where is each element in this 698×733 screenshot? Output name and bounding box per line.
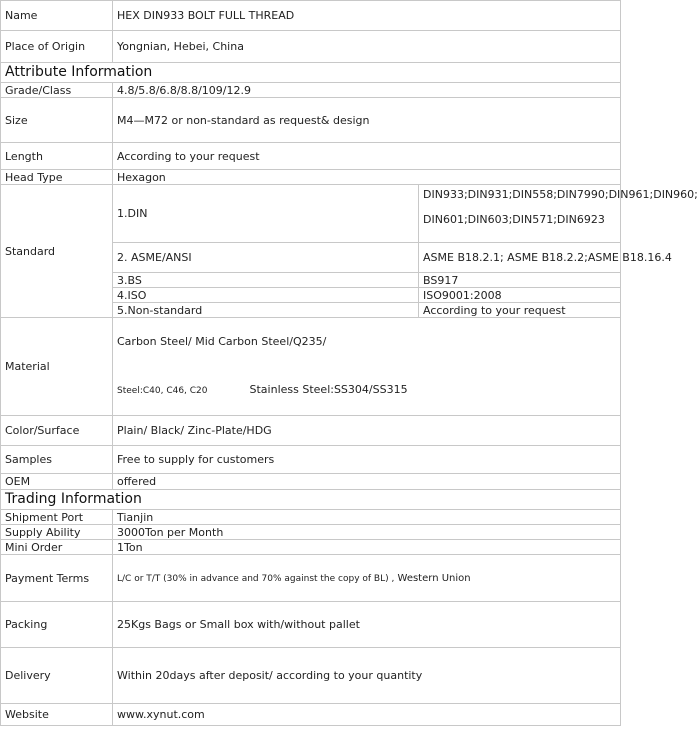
standard-iso-name: 4.ISO [113, 288, 419, 303]
material-line1: Carbon Steel/ Mid Carbon Steel/Q235/ [117, 335, 327, 348]
color-value: Plain/ Black/ Zinc-Plate/HDG [113, 416, 621, 446]
standard-non-standard-name: 5.Non-standard [113, 303, 419, 318]
steel-value: C40, C46, C20 [142, 386, 208, 396]
delivery-label: Delivery [1, 648, 113, 704]
trading-section-title: Trading Information [1, 490, 621, 510]
shipment-port-value: Tianjin [113, 510, 621, 525]
shipment-port-label: Shipment Port [1, 510, 113, 525]
row-packing [1, 602, 621, 648]
grade-label: Grade/Class [1, 83, 113, 98]
steel-label: Steel: [117, 386, 143, 396]
length-value: According to your request [113, 143, 621, 170]
name-value: HEX DIN933 BOLT FULL THREAD [113, 1, 621, 31]
packing-value: 25Kgs Bags or Small box with/without pallet [113, 602, 621, 648]
row-delivery [1, 648, 621, 704]
origin-value: Yongnian, Hebei, China [113, 31, 621, 63]
row-oem [1, 474, 621, 490]
mini-order-label: Mini Order [1, 540, 113, 555]
standard-din-values-line2: DIN601;DIN603;DIN571;DIN6923 [423, 213, 605, 226]
oem-value: offered [113, 474, 621, 490]
row-mini-order [1, 540, 621, 555]
website-value: www.xynut.com [113, 704, 621, 726]
samples-value: Free to supply for customers [113, 446, 621, 474]
name-label: Name [1, 1, 113, 31]
row-size [1, 98, 621, 143]
samples-label: Samples [1, 446, 113, 474]
row-color [1, 416, 621, 446]
payment-terms-text: L/C or T/T (30% in advance and 70% against the copy of BL) , [117, 573, 395, 584]
standard-asme-name: 2. ASME/ANSI [113, 243, 419, 273]
row-origin [1, 31, 621, 63]
payment-terms-value [113, 555, 621, 602]
standard-bs-values: BS917 [419, 273, 621, 288]
length-label: Length [1, 143, 113, 170]
payment-terms-western-union: Western Union [394, 572, 471, 584]
material-line2 [117, 383, 616, 398]
standard-din-values [419, 185, 698, 243]
size-value: M4—M72 or non-standard as request& design [113, 98, 621, 143]
attribute-section-title: Attribute Information [1, 63, 621, 83]
standard-iso-values: ISO9001:2008 [419, 288, 621, 303]
row-name [1, 1, 621, 31]
packing-label: Packing [1, 602, 113, 648]
row-shipment-port [1, 510, 621, 525]
standard-label: Standard [1, 185, 113, 318]
standard-asme-values: ASME B18.2.1; ASME B18.2.2;ASME B18.16.4 [419, 243, 621, 273]
row-supply-ability [1, 525, 621, 540]
row-length [1, 143, 621, 170]
oem-label: OEM [1, 474, 113, 490]
stainless-steel: Stainless Steel:SS304/SS315 [249, 383, 408, 396]
standard-din-name: 1.DIN [113, 185, 419, 243]
website-label: Website [1, 704, 113, 726]
head-type-value: Hexagon [113, 170, 621, 185]
row-samples [1, 446, 621, 474]
row-grade [1, 83, 621, 98]
supply-ability-label: Supply Ability [1, 525, 113, 540]
grade-value: 4.8/5.8/6.8/8.8/109/12.9 [113, 83, 621, 98]
material-value [113, 318, 621, 416]
row-payment-terms [1, 555, 621, 602]
origin-label: Place of Origin [1, 31, 113, 63]
delivery-value: Within 20days after deposit/ according to your quantity [113, 648, 621, 704]
standard-bs-name: 3.BS [113, 273, 419, 288]
standard-non-standard-values: According to your request [419, 303, 621, 318]
supply-ability-value: 3000Ton per Month [113, 525, 621, 540]
trading-section-row [1, 490, 621, 510]
row-standard-din [1, 185, 621, 243]
color-label: Color/Surface [1, 416, 113, 446]
head-type-label: Head Type [1, 170, 113, 185]
attribute-section-row [1, 63, 621, 83]
payment-terms-label: Payment Terms [1, 555, 113, 602]
material-label: Material [1, 318, 113, 416]
mini-order-value: 1Ton [113, 540, 621, 555]
row-website [1, 704, 621, 726]
size-label: Size [1, 98, 113, 143]
row-material [1, 318, 621, 416]
standard-din-values-line1: DIN933;DIN931;DIN558;DIN7990;DIN961;DIN960; [423, 188, 698, 201]
row-head-type [1, 170, 621, 185]
